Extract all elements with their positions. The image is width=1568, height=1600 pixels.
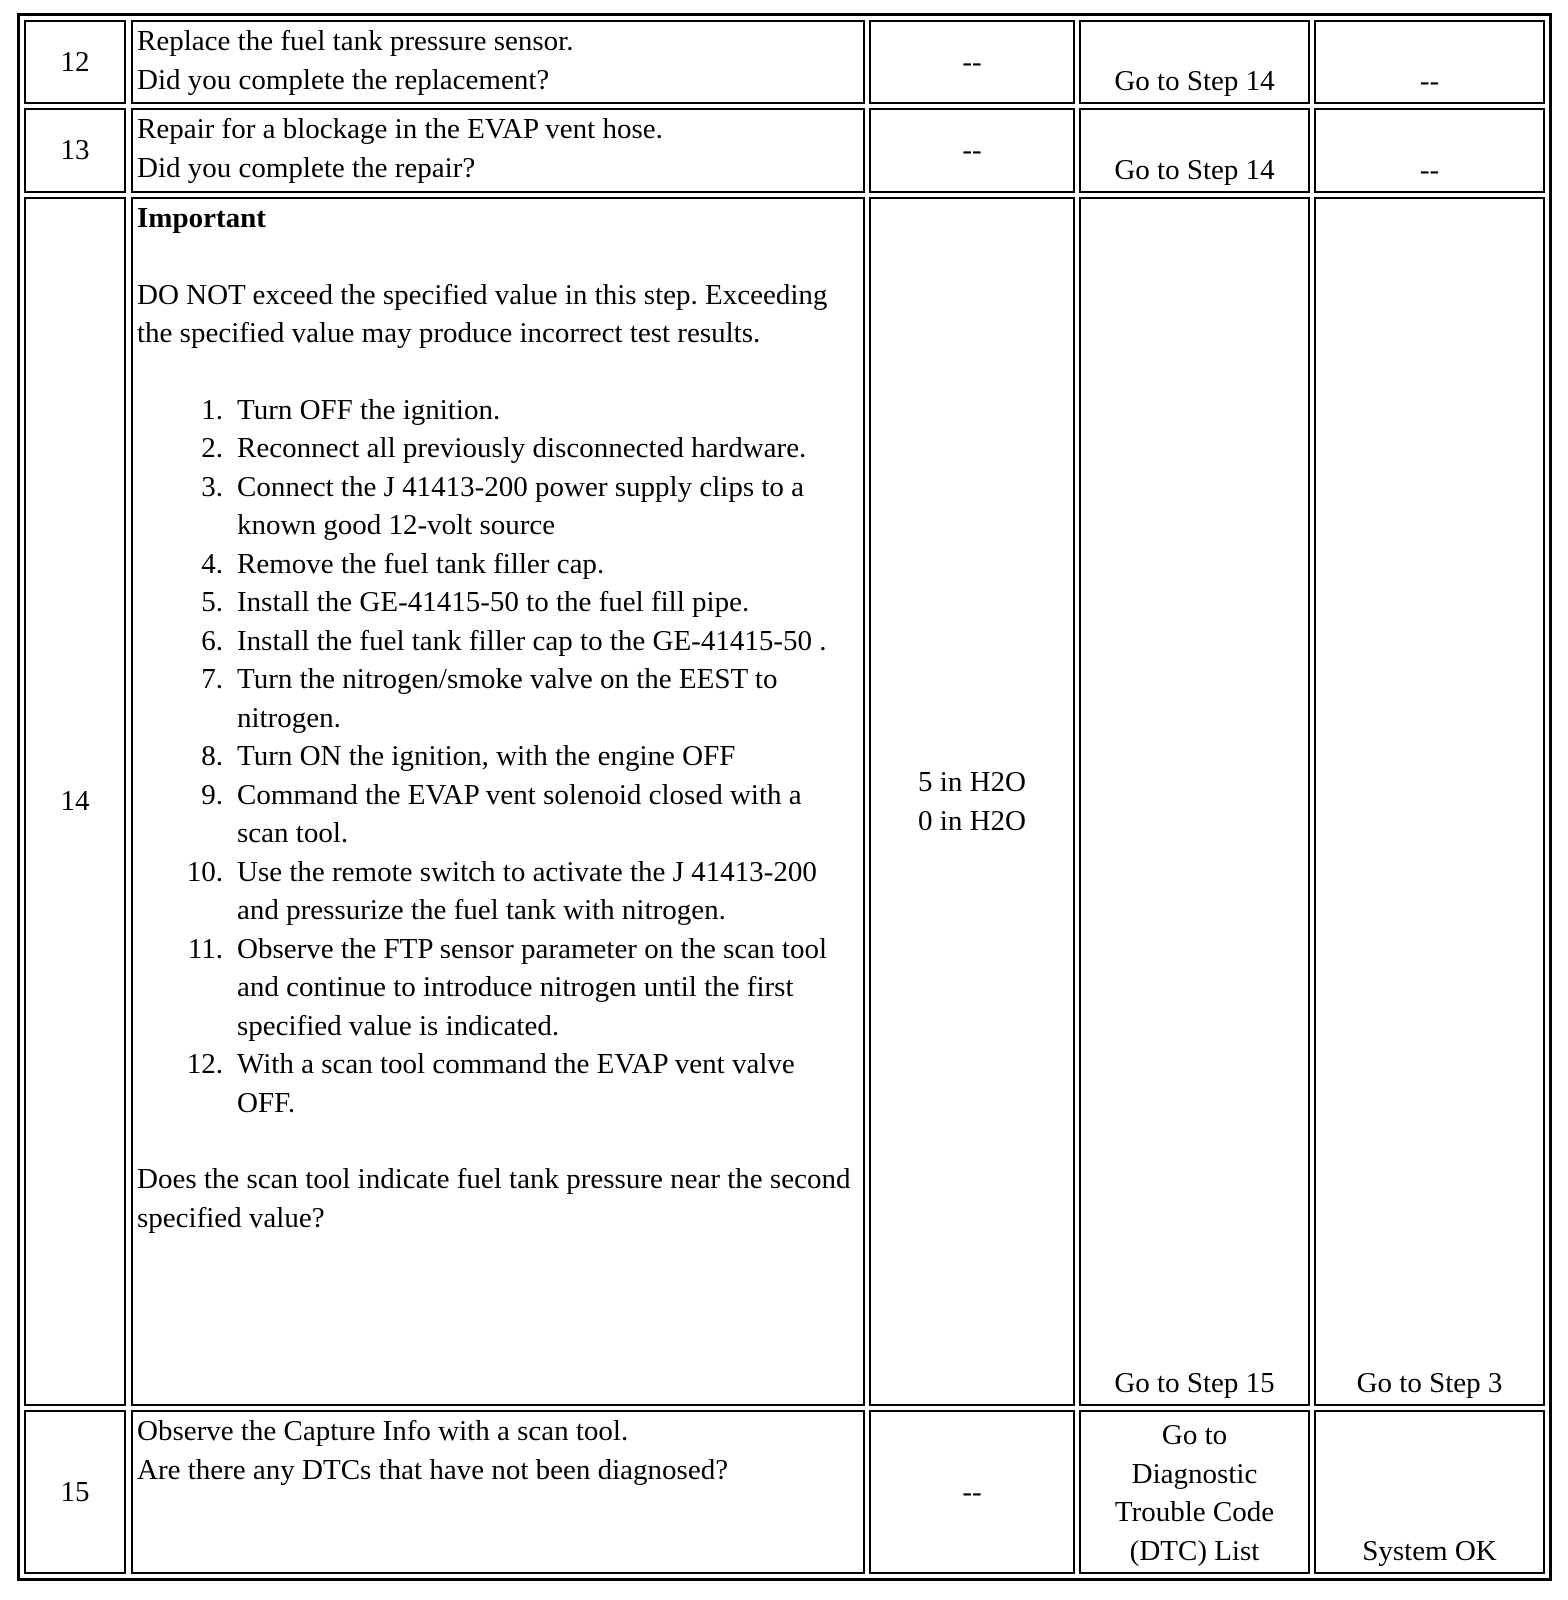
question-line: Does the scan tool indicate fuel tank pressure near the second specified value? (137, 1163, 851, 1234)
list-item: 5. Install the GE-41415-50 to the fuel fill pipe. (201, 586, 750, 618)
step-number-15: 15 (24, 1410, 126, 1574)
step-yes-15: Go to Diagnostic Trouble Code (DTC) List (1079, 1410, 1310, 1574)
step-number-13: 13 (24, 108, 126, 193)
question-line: Are there any DTCs that have not been diagnosed? (137, 1453, 729, 1486)
action-line: Observe the Capture Info with a scan tool. (137, 1415, 629, 1447)
step-no-15: System OK (1314, 1410, 1545, 1574)
important-heading: Important (137, 202, 266, 234)
list-item: 6. Install the fuel tank filler cap to the GE-41415-50 . (201, 624, 827, 657)
step-yes-14: Go to Step 15 (1079, 197, 1310, 1406)
step-action-15 (131, 1410, 865, 1574)
list-item: 1. Turn OFF the ignition. (201, 393, 501, 426)
question-line: Did you complete the repair? (137, 151, 476, 184)
step-yes-13: Go to Step 14 (1079, 108, 1310, 193)
step-no-13: -- (1314, 108, 1545, 193)
substep-list (137, 391, 859, 1123)
step-yes-12: Go to Step 14 (1079, 20, 1310, 104)
list-item: 3. Connect the J 41413-200 power supply clips to a known good 12-volt source (201, 470, 805, 541)
important-text: DO NOT exceed the specified value in this step. Exceeding the specified value may produce incorrect test results. (137, 278, 828, 349)
specified-value-2: 0 in H2O (918, 804, 1026, 837)
step-action-12 (131, 20, 865, 104)
step-value-15: -- (869, 1410, 1075, 1574)
step-value-14 (869, 197, 1075, 1406)
list-item: 11. Observe the FTP sensor parameter on the scan tool and continue to introduce nitrogen until the first specified value is indicated. (187, 932, 828, 1042)
list-item: 4. Remove the fuel tank filler cap. (201, 547, 605, 580)
action-line: Repair for a blockage in the EVAP vent hose. (137, 113, 663, 145)
step-no-14: Go to Step 3 (1314, 197, 1545, 1406)
list-item: 9. Command the EVAP vent solenoid closed with a scan tool. (201, 778, 802, 849)
list-item: 7. Turn the nitrogen/smoke valve on the EEST to nitrogen. (201, 663, 778, 734)
step-value-12: -- (869, 20, 1075, 104)
list-item: 12. With a scan tool command the EVAP vent valve OFF. (186, 1048, 795, 1119)
action-line: Replace the fuel tank pressure sensor. (137, 25, 574, 57)
step-number-14: 14 (24, 197, 126, 1406)
list-item: 8. Turn ON the ignition, with the engine OFF (201, 740, 736, 772)
specified-value-1: 5 in H2O (918, 766, 1026, 798)
step-action-14 (131, 197, 865, 1406)
list-item: 2. Reconnect all previously disconnected hardware. (201, 432, 807, 464)
step-action-13 (131, 108, 865, 193)
step-number-12: 12 (24, 20, 126, 104)
step-value-13: -- (869, 108, 1075, 193)
question-line: Did you complete the replacement? (137, 63, 550, 96)
list-item: 10. Use the remote switch to activate the J 41413-200 and pressurize the fuel tank with nitrogen. (186, 855, 817, 926)
step-no-12: -- (1314, 20, 1545, 104)
